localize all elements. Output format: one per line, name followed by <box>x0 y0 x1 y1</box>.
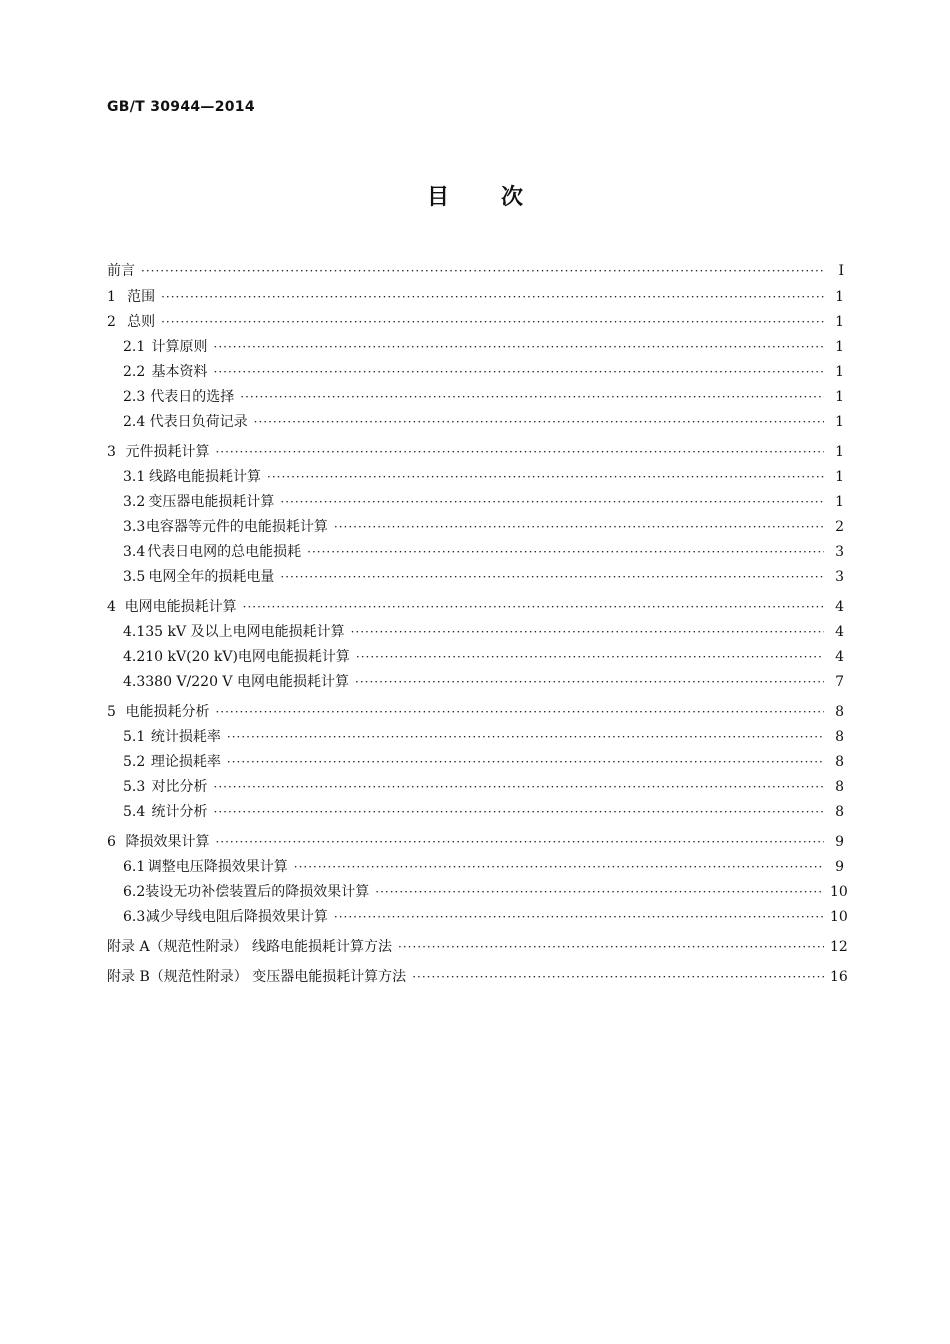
toc-entry-page: 9 <box>835 834 844 850</box>
toc-entry-number: 5.2 <box>123 754 146 770</box>
toc-leader-dots <box>280 565 824 590</box>
standard-id: GB/T 30944—2014 <box>107 99 255 115</box>
toc-entry-label: 附录 A（规范性附录） 线路电能损耗计算方法 <box>107 939 393 955</box>
toc-entry-page: 8 <box>835 804 844 820</box>
toc-entry-number: 4.1 <box>123 624 146 640</box>
toc-entry-label: 调整电压降损效果计算 <box>147 859 288 875</box>
toc-entry-number: 5 <box>107 704 116 720</box>
toc-entry-number: 3.2 <box>123 494 146 510</box>
toc-entry-page: 9 <box>835 859 844 875</box>
toc-leader-dots <box>243 595 824 620</box>
toc-entry-page: 2 <box>835 519 844 535</box>
toc-entry-label: 附录 B（规范性附录） 变压器电能损耗计算方法 <box>107 969 407 985</box>
toc-leader-dots <box>214 360 825 385</box>
toc-entry[interactable] <box>107 540 844 565</box>
toc-entry-label: 总则 <box>127 314 156 330</box>
toc-entry-label: 代表日的选择 <box>150 389 235 405</box>
toc-entry-page: 3 <box>835 569 844 585</box>
toc-leader-dots <box>267 465 824 490</box>
toc-entry-number: 4 <box>107 599 116 615</box>
toc-entry-page: Ⅰ <box>838 263 844 279</box>
toc-leader-dots <box>161 310 824 335</box>
toc-entry-label: 电网电能损耗计算 <box>124 599 237 615</box>
toc-leader-dots <box>375 880 824 905</box>
toc-entry[interactable] <box>107 775 844 800</box>
toc-leader-dots <box>215 440 824 465</box>
toc-entry-number: 6.3 <box>123 909 146 925</box>
toc-entry[interactable] <box>107 595 844 620</box>
toc-entry-label: 计算原则 <box>151 339 208 355</box>
toc-entry-number: 3 <box>107 444 116 460</box>
toc-entry-number: 1 <box>107 289 116 305</box>
toc-entry[interactable] <box>107 620 844 645</box>
toc-entry[interactable] <box>107 515 844 540</box>
toc-leader-dots <box>215 830 824 855</box>
toc-entry-number: 3.4 <box>123 544 146 560</box>
toc-entry-page: 7 <box>835 674 844 690</box>
toc-leader-dots <box>351 620 824 645</box>
toc-entry[interactable] <box>107 285 844 310</box>
toc-entry[interactable] <box>107 645 844 670</box>
toc-entry[interactable] <box>107 725 844 750</box>
toc-entry[interactable] <box>107 490 844 515</box>
toc-entry[interactable] <box>107 465 844 490</box>
toc-entry-page: 1 <box>835 389 844 405</box>
toc-entry-page: 1 <box>835 469 844 485</box>
toc-entry[interactable] <box>107 800 844 825</box>
toc-entry-page: 1 <box>835 414 844 430</box>
toc-entry-foreword[interactable] <box>107 258 844 285</box>
toc-entry[interactable] <box>107 440 844 465</box>
toc-entry-page: 1 <box>835 444 844 460</box>
toc-entry[interactable] <box>107 335 844 360</box>
toc-entry-label: 前言 <box>107 263 135 279</box>
toc-entry-label: 线路电能损耗计算 <box>149 469 261 485</box>
toc-entry-page: 1 <box>835 314 844 330</box>
toc-entry-number: 4.2 <box>123 649 146 665</box>
toc-entry[interactable] <box>107 855 844 880</box>
toc-leader-dots <box>412 965 824 990</box>
toc-entry-label: 减少导线电阻后降损效果计算 <box>145 909 328 925</box>
toc-entry-page: 1 <box>835 289 844 305</box>
toc-leader-dots <box>161 285 824 310</box>
toc-leader-dots <box>214 775 825 800</box>
toc-entry-label: 变压器电能损耗计算 <box>148 494 275 510</box>
toc-leader-dots <box>334 905 824 930</box>
toc-leader-dots <box>355 670 824 695</box>
toc-entry[interactable] <box>107 700 844 725</box>
toc-leader-dots <box>227 750 824 775</box>
toc-entry[interactable] <box>107 310 844 335</box>
toc-entry-page: 8 <box>835 729 844 745</box>
toc-entry-page: 16 <box>830 969 848 985</box>
toc-entry[interactable] <box>107 880 848 905</box>
toc-leader-dots <box>214 335 825 360</box>
toc-entry[interactable] <box>107 830 844 855</box>
toc-entry[interactable] <box>107 670 844 695</box>
toc-entry-page: 8 <box>835 754 844 770</box>
toc-entry[interactable] <box>107 565 844 590</box>
toc-entry[interactable] <box>107 385 844 410</box>
toc-leader-dots <box>294 855 824 880</box>
toc-entry-label: 380 V/220 V 电网电能损耗计算 <box>145 674 349 690</box>
toc-leader-dots <box>227 725 824 750</box>
toc-leader-dots <box>215 700 824 725</box>
toc-entry-label: 代表日电网的总电能损耗 <box>147 544 302 560</box>
toc-entry-label: 降损效果计算 <box>125 834 210 850</box>
toc-leader-dots <box>398 935 824 960</box>
toc-entry-number: 5.4 <box>123 804 146 820</box>
toc-leader-dots <box>141 258 824 285</box>
table-of-contents <box>107 258 848 990</box>
toc-entry-page: 4 <box>835 649 844 665</box>
toc-entry-page: 10 <box>830 884 848 900</box>
toc-entry-label: 范围 <box>127 289 156 305</box>
toc-leader-dots <box>334 515 824 540</box>
toc-entry-label: 电网全年的损耗电量 <box>148 569 275 585</box>
toc-entry-label: 装设无功补偿装置后的降损效果计算 <box>145 884 370 900</box>
toc-entry-number: 2 <box>107 314 116 330</box>
toc-entry-number: 2.4 <box>123 414 146 430</box>
toc-entry-page: 4 <box>835 624 844 640</box>
toc-entry-label: 10 kV(20 kV)电网电能损耗计算 <box>145 649 350 665</box>
page-title: 目次 <box>426 185 575 210</box>
toc-entry-number: 2.1 <box>123 339 146 355</box>
toc-entry-label: 理论损耗率 <box>150 754 221 770</box>
toc-leader-dots <box>254 410 824 435</box>
toc-entry-label: 代表日负荷记录 <box>149 414 248 430</box>
toc-entry-page: 10 <box>830 909 848 925</box>
toc-leader-dots <box>240 385 824 410</box>
toc-entry-label: 统计分析 <box>151 804 208 820</box>
toc-leader-dots <box>280 490 824 515</box>
toc-entry-number: 5.3 <box>123 779 146 795</box>
toc-entry-page: 8 <box>835 704 844 720</box>
toc-leader-dots <box>307 540 824 565</box>
toc-entry-label: 电容器等元件的电能损耗计算 <box>145 519 328 535</box>
toc-entry-label: 统计损耗率 <box>150 729 221 745</box>
toc-entry-number: 3.5 <box>123 569 146 585</box>
toc-leader-dots <box>356 645 824 670</box>
toc-entry-page: 1 <box>835 494 844 510</box>
toc-entry-label: 对比分析 <box>151 779 208 795</box>
toc-entry-number: 3.1 <box>123 469 146 485</box>
toc-entry-number: 6 <box>107 834 116 850</box>
toc-entry-number: 2.3 <box>123 389 146 405</box>
toc-entry-label: 电能损耗分析 <box>125 704 210 720</box>
toc-entry-number: 6.1 <box>123 859 146 875</box>
toc-entry-appendix-a[interactable] <box>107 935 848 960</box>
toc-entry-label: 35 kV 及以上电网电能损耗计算 <box>145 624 345 640</box>
toc-leader-dots <box>214 800 825 825</box>
toc-entry-appendix-b[interactable] <box>107 965 848 990</box>
toc-entry-page: 4 <box>835 599 844 615</box>
toc-entry-page: 1 <box>835 339 844 355</box>
toc-entry[interactable] <box>107 905 848 930</box>
toc-entry[interactable] <box>107 360 844 385</box>
toc-entry-number: 2.2 <box>123 364 146 380</box>
toc-entry-label: 元件损耗计算 <box>125 444 210 460</box>
toc-entry-page: 12 <box>830 939 848 955</box>
toc-entry-page: 1 <box>835 364 844 380</box>
toc-entry-page: 8 <box>835 779 844 795</box>
toc-entry-number: 6.2 <box>123 884 146 900</box>
toc-entry-page: 3 <box>835 544 844 560</box>
toc-entry-label: 基本资料 <box>151 364 208 380</box>
toc-entry-number: 4.3 <box>123 674 146 690</box>
toc-entry-number: 3.3 <box>123 519 146 535</box>
toc-entry[interactable] <box>107 750 844 775</box>
toc-entry-number: 5.1 <box>123 729 146 745</box>
toc-entry[interactable] <box>107 410 844 435</box>
